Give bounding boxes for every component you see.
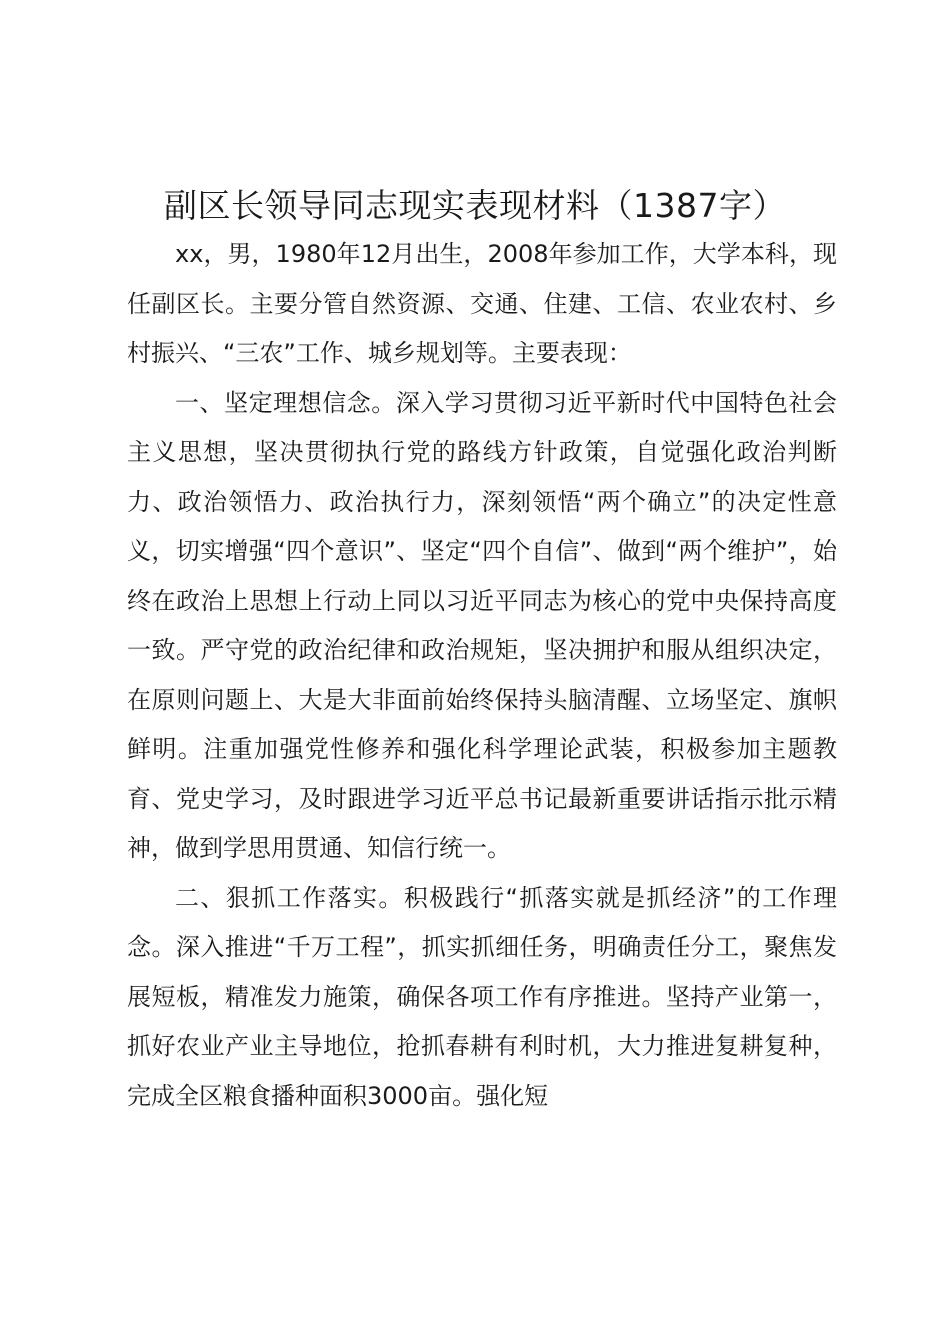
document-title: 副区长领导同志现实表现材料（1387字） [164,186,786,225]
paragraph-intro: xx，男，1980年12月出生，2008年参加工作，大学本科，现任副区长。主要分管自然资源、交通、住建、工信、农业农村、乡村振兴、“三农”工作、城乡规划等。主要表现： [127,240,837,367]
document-body [127,230,837,1121]
paragraph-section-2: 二、狠抓工作落实。积极践行“抓落实就是抓经济”的工作理念。深入推进“千万工程”，抓实抓细任务，明确责任分工，聚焦发展短板，精准发力施策，确保各项工作有序推进。坚持产业第一，抓好农业产业主导地位，抢抓春耕有利时机，大力推进复耕复种，完成全区粮食播种面积3000亩。强化短 [127,883,837,1110]
paragraph-section-1: 一、坚定理想信念。深入学习贯彻习近平新时代中国特色社会主义思想，坚决贯彻执行党的路线方针政策，自觉强化政治判断力、政治领悟力、政治执行力，深刻领悟“两个确立”的决定性意义，切实增强“四个意识”、坚定“四个自信”、做到“两个维护”，始终在政治上思想上行动上同以习近平同志为核心的党中央保持高度一致。严守党的政治纪律和政治规矩，坚决拥护和服从组织决定，在原则问题上、大是大非面前始终保持头脑清醒、立场坚定、旗帜鲜明。注重加强党性修养和强化科学理论武装，积极参加主题教育、党史学习，及时跟进学习近平总书记最新重要讲话指示批示精神，做到学思用贯通、知信行统一。 [127,388,837,862]
